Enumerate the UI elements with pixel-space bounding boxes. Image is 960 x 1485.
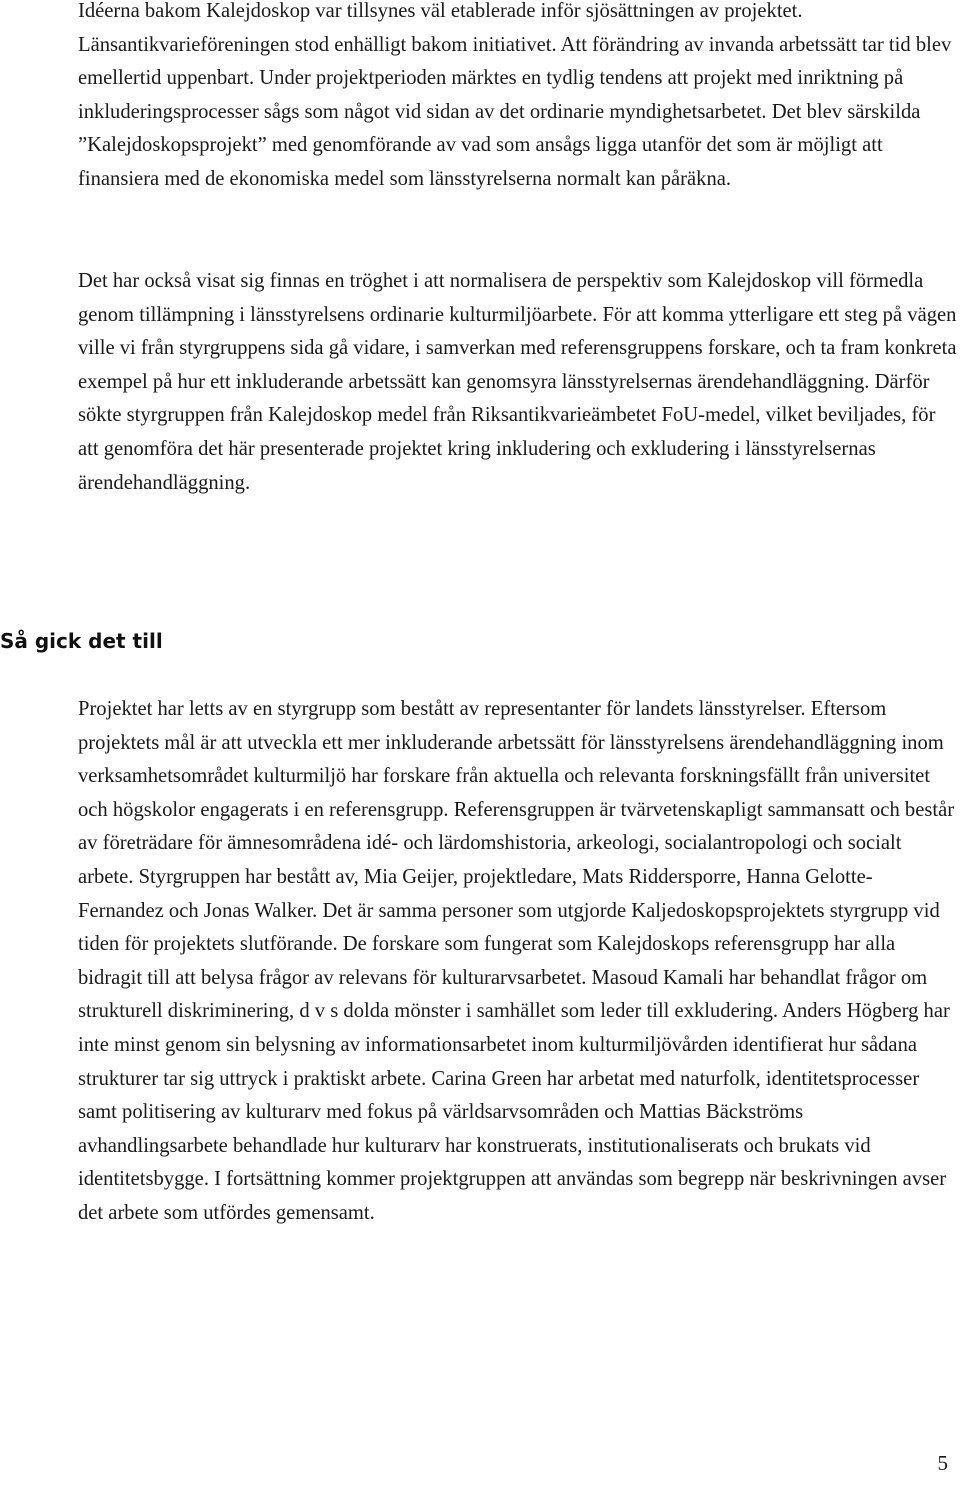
body-paragraph-1: Idéerna bakom Kalejdoskop var tillsynes väl etablerade inför sjösättningen av projektet. Länsantikvarieföreningen stod enhälligt bakom initiativet. Att förändring av invanda arbetssätt tar tid blev emellertid uppenbart. Under projektperioden märktes en tydlig tendens att projekt med inriktning på inkluderingsprocesser sågs som något vid sidan av det ordinarie myndighetsarbetet. Det blev särskilda ”Kalejdoskopsprojekt” med genomförande av vad som ansågs ligga utanför det som är möjligt att finansiera med de ekonomiska medel som länsstyrelserna normalt kan påräkna.	[78, 0, 952, 190]
body-paragraph-3: Projektet har letts av en styrgrupp som bestått av representanter för landets länsstyrelser. Eftersom projektets mål är att utveckla ett mer inkluderande arbetssätt för länsstyrelsens ärendehandläggning inom verksamhetsområdet kulturmiljö har forskare från aktuella och relevanta forskningsfällt från universitet och högskolor engagerats i en referensgrupp. Referensgruppen är tvärvetenskapligt sammansatt och består av företrädare för ämnesområdena idé- och lärdomshistoria, arkeologi, socialantropologi och socialt arbete. Styrgruppen har bestått av, Mia Geijer, projektledare, Mats Riddersporre, Hanna Gelotte-Fernandez och Jonas Walker. Det är samma personer som utgjorde Kaljedoskopsprojektets styrgrupp vid tiden för projektets slutförande. De forskare som fungerat som Kalejdoskops referensgrupp har alla bidragit till att belysa frågor av relevans för kulturarvsarbetet. Masoud Kamali har behandlat frågor om strukturell diskriminering, d v s dolda mönster i samhället som leder till exkludering. Anders Högberg har inte minst genom sin belysning av informationsarbetet inom kulturmiljövården identifierat hur sådana strukturer tar sig uttryck i praktiskt arbete. Carina Green har arbetat med naturfolk, identitetsprocesser samt politisering av kulturarv med fokus på världsarvsområden och Mattias Bäckströms avhandlingsarbete behandlade hur kulturarv har konstruerats, institutionaliserats och brukats vid identitetsbygge. I fortsättning kommer projektgruppen att användas som begrepp när beskrivningen avser det arbete som utfördes gemensamt.	[78, 698, 955, 1224]
body-paragraph-2: Det har också visat sig finnas en tröghet i att normalisera de perspektiv som Kalejdoskop vill förmedla genom tillämpning i länsstyrelsens ordinarie kulturmiljöarbete. För att komma ytterligare ett steg på vägen ville vi från styrgruppens sida gå vidare, i samverkan med referensgruppens forskare, och ta fram konkreta exempel på hur ett inkluderande arbetssätt kan genomsyra länsstyrelsernas ärendehandläggning. Därför sökte styrgruppen från Kalejdoskop medel från Riksantikvarieämbetet FoU-medel, vilket beviljades, för att genomföra det här presenterade projektet kring inkludering och exkludering i länsstyrelsernas ärendehandläggning.	[78, 270, 957, 494]
page-number: 5	[937, 1451, 948, 1475]
section-heading: Så gick det till	[0, 629, 163, 653]
